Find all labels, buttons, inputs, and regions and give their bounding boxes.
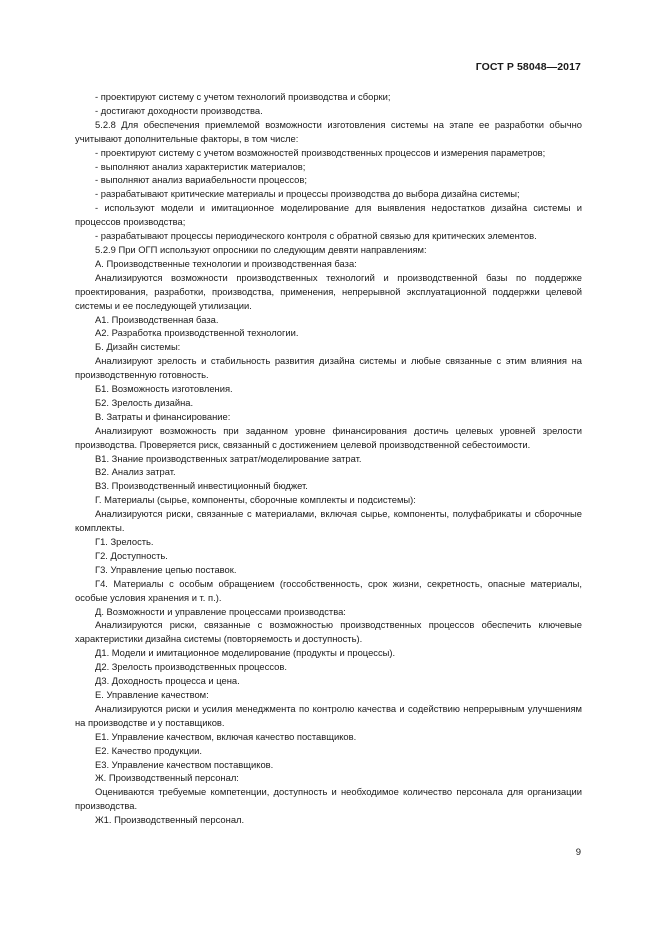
paragraph: Анализируют возможность при заданном уровне финансирования достичь целевых уровней зрелости производства. Проверяется риск, связанный с достижением целевой производственной себестоимости. (75, 424, 582, 450)
paragraph: А2. Разработка производственной технологии. (95, 327, 299, 339)
paragraph: В. Затраты и финансирование: (95, 410, 231, 422)
paragraph: Г3. Управление цепью поставок. (95, 563, 237, 575)
paragraph: - выполняют анализ характеристик материалов; (95, 160, 306, 172)
paragraph: - разрабатывают критические материалы и процессы производства до выбора дизайна системы; (95, 188, 520, 200)
document-body (75, 90, 582, 827)
paragraph: - проектируют систему с учетом возможностей производственных процессов и измерения параметров; (95, 146, 546, 158)
paragraph: - используют модели и имитационное моделирование для выявления недостатков дизайна системы и процессов производства; (75, 202, 582, 228)
paragraph: Е1. Управление качеством, включая качество поставщиков. (95, 730, 357, 742)
paragraph: Анализируют зрелость и стабильность развития дизайна системы и любые связанные с этим влияния на производственную готовность. (75, 355, 582, 381)
paragraph: Анализируются риски, связанные с материалами, включая сырье, компоненты, полуфабрикаты и сборочные комплекты. (75, 508, 582, 534)
paragraph: В1. Знание производственных затрат/моделирование затрат. (95, 452, 362, 464)
paragraph: А. Производственные технологии и производственная база: (95, 257, 357, 269)
paragraph: Анализируются риски, связанные с возможностью производственных процессов обеспечить ключевые характеристики дизайна системы (повторяемость и доступность). (75, 619, 582, 645)
paragraph: Д. Возможности и управление процессами производства: (95, 605, 346, 617)
paragraph: Б1. Возможность изготовления. (95, 383, 233, 395)
document-header: ГОСТ Р 58048—2017 (475, 61, 581, 73)
paragraph: Б. Дизайн системы: (95, 341, 181, 353)
paragraph: Г1. Зрелость. (95, 536, 154, 547)
paragraph: Ж1. Производственный персонал. (95, 814, 245, 826)
paragraph: Анализируются возможности производственных технологий и производственной базы по поддержке проектирования, разработки, производства, применения, непрерывной эксплуатационной поддержки целевой системы и ее последующей утилизации. (75, 271, 582, 311)
paragraph: Е2. Качество продукции. (95, 744, 202, 756)
paragraph: В3. Производственный инвестиционный бюджет. (95, 480, 308, 492)
paragraph: А1. Производственная база. (95, 313, 219, 325)
paragraph: Е3. Управление качеством поставщиков. (95, 758, 274, 770)
paragraph: Ж. Производственный персонал: (95, 772, 239, 784)
paragraph: Г2. Доступность. (95, 549, 168, 561)
paragraph: Анализируются риски и усилия менеджмента по контролю качества и содействию непрерывным улучшениям на производстве и у поставщиков. (75, 702, 582, 728)
paragraph: - проектируют систему с учетом технологий производства и сборки; (95, 91, 391, 102)
paragraph: 5.2.8 Для обеспечения приемлемой возможности изготовления системы на этапе ее разработки обычно учитывают дополнительные факторы, в том числе: (75, 118, 582, 144)
paragraph: Д2. Зрелость производственных процессов. (95, 661, 287, 673)
paragraph: - выполняют анализ вариабельности процессов; (95, 174, 307, 186)
paragraph: Б2. Зрелость дизайна. (95, 396, 194, 408)
paragraph: 5.2.9 При ОГП используют опросники по следующим девяти направлениям: (95, 243, 427, 255)
paragraph: Д1. Модели и имитационное моделирование (продукты и процессы). (95, 647, 396, 659)
paragraph: Оцениваются требуемые компетенции, доступность и необходимое количество персонала для организации производства. (75, 786, 582, 812)
paragraph: В2. Анализ затрат. (95, 466, 176, 478)
page-number: 9 (575, 847, 581, 858)
paragraph: Г4. Материалы с особым обращением (госсобственность, срок жизни, секретность, опасные материалы, особые условия хранения и т. п.). (75, 577, 582, 603)
paragraph: Д3. Доходность процесса и цена. (95, 675, 240, 687)
paragraph: - достигают доходности производства. (95, 104, 263, 116)
paragraph: Г. Материалы (сырье, компоненты, сборочные комплекты и подсистемы): (95, 494, 416, 506)
paragraph: Е. Управление качеством: (95, 688, 209, 700)
paragraph: - разрабатывают процессы периодического контроля с обратной связью для критических элементов. (95, 230, 537, 242)
